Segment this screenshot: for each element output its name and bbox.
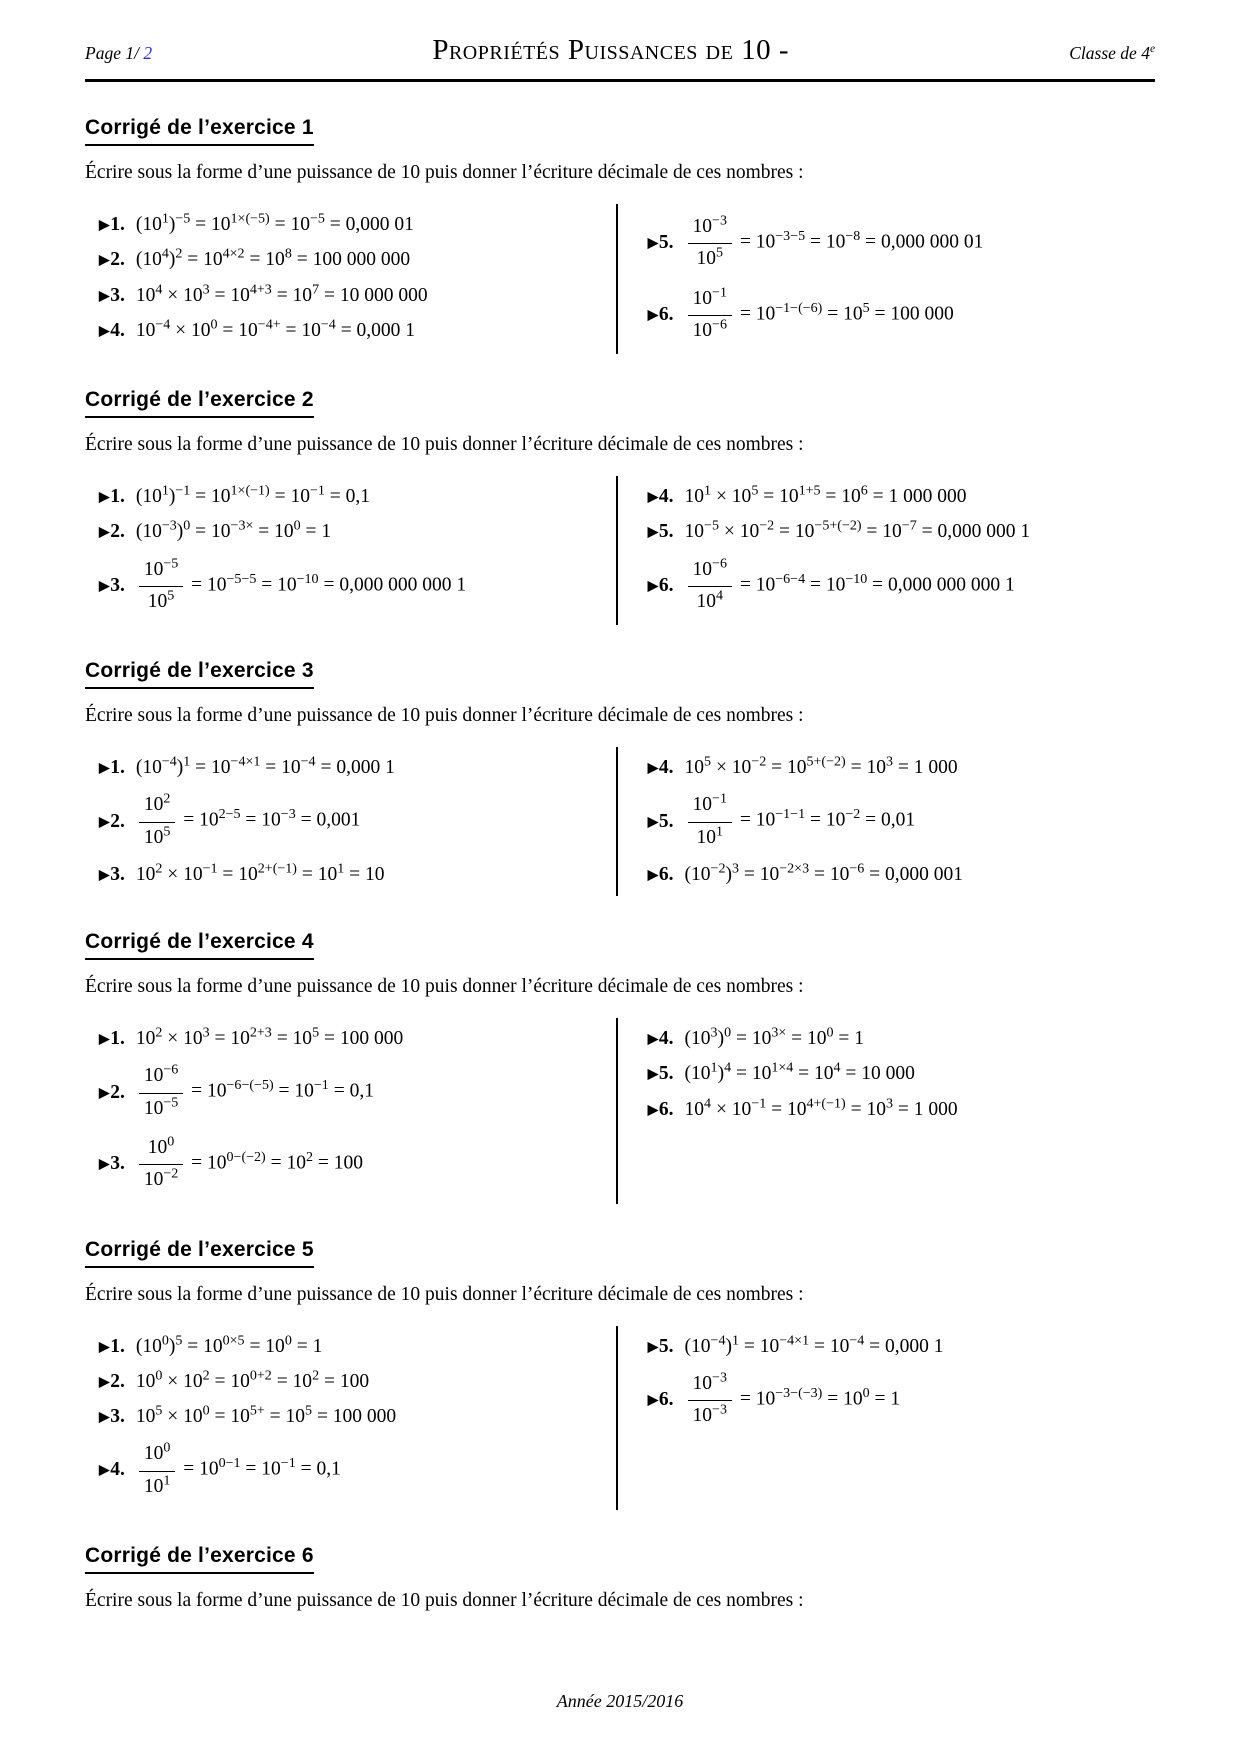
list-item <box>99 282 598 310</box>
item-label <box>99 572 125 600</box>
triangle-marker-icon: ▶ <box>99 866 110 882</box>
item-number: 3. <box>110 284 125 306</box>
fraction-denominator: $10^{-2}$ <box>143 1165 179 1191</box>
list-item <box>648 1368 1151 1433</box>
triangle-marker-icon: ▶ <box>99 813 110 829</box>
item-math: $(10^1)^{-5} = 10^{1\times(-5)} = 10^{-5} = 0,000$ 01 <box>135 210 414 235</box>
item-math: $10^{-5} \times 10^{-2} = 10^{-5+(-2)} = 10^{-7} = 0,000$ 000 1 <box>684 517 1031 543</box>
section-intro: Écrire sous la forme d’une puissance de 10 puis donner l’écriture décimale de ces nombres : <box>85 434 804 456</box>
item-number: 3. <box>110 1406 125 1428</box>
triangle-marker-icon: ▶ <box>647 489 658 505</box>
item-label <box>99 317 125 345</box>
fraction-denominator: $10^1$ <box>143 1472 171 1497</box>
item-math: $(10^1)^4 = 10^{1\times 4} = 10^4 = 10$ 000 <box>684 1059 915 1085</box>
fraction <box>688 791 732 852</box>
list-item <box>99 1060 598 1125</box>
item-math: $\frac{10^{-1}}{10^{-6}}$ = $10^{-1-(-6)} = 10^5 = 100$ 000 <box>685 283 1151 348</box>
section-intro: Écrire sous la forme d’une puissance de 10 puis donner l’écriture décimale de ces nombres : <box>85 976 804 998</box>
item-math: $\frac{10^{-3}}{10^{-3}}$ = $10^{-3-(-3)} = 10^0 = 1$ <box>685 1368 1151 1433</box>
item-math: $\frac{10^{-6}}{10^4}$ = $10^{-6-4} = 10^{-10} = 0,000$ 000 000 1 <box>685 554 1151 619</box>
item-math: $10^2 \times 10^{-1} = 10^{2+(-1)} = 10^1 = 10$ <box>135 860 385 885</box>
item-number: 4. <box>110 1459 125 1481</box>
list-item <box>648 483 1151 511</box>
list-item <box>99 1438 598 1503</box>
triangle-marker-icon: ▶ <box>647 235 658 251</box>
item-label <box>99 1333 125 1361</box>
item-math: $10^4 \times 10^3 = 10^{4+3} = 10^7 = 10$ 000 000 <box>135 281 428 306</box>
triangle-marker-icon: ▶ <box>99 1031 110 1047</box>
columns <box>85 747 1155 896</box>
item-label <box>648 1060 674 1088</box>
item-number: 5. <box>658 1335 674 1357</box>
item-label <box>648 754 674 782</box>
list-item <box>99 1132 598 1197</box>
list-item <box>99 1368 598 1396</box>
columns <box>85 1326 1155 1510</box>
item-label <box>99 1403 125 1431</box>
item-number: 4. <box>110 319 125 341</box>
item-label <box>99 1079 125 1107</box>
item-math: $10^{-4} \times 10^0 = 10^{-4+} = 10^{-4} = 0,000$ 1 <box>135 316 416 341</box>
triangle-marker-icon: ▶ <box>99 1084 110 1100</box>
fraction <box>139 556 183 617</box>
list-item <box>99 1333 598 1361</box>
item-math: $10^1 \times 10^5 = 10^{1+5} = 10^6 = 1$ 000 000 <box>684 482 967 508</box>
item-number: 1. <box>110 486 125 508</box>
triangle-marker-icon: ▶ <box>99 1409 110 1425</box>
item-number: 2. <box>110 249 125 271</box>
document-title: Propriétés Puissances de 10 - <box>432 34 789 66</box>
item-number: 1. <box>110 1028 125 1050</box>
exercise-section <box>85 116 1155 354</box>
item-math: $(10^4)^2 = 10^{4\times 2} = 10^8 = 100$ 000 000 <box>135 245 411 271</box>
fraction-numerator: $10^{-1}$ <box>688 285 732 316</box>
fraction-denominator: $10^5$ <box>143 823 171 848</box>
item-label <box>99 1456 125 1484</box>
triangle-marker-icon: ▶ <box>99 489 110 505</box>
item-column <box>85 1326 616 1510</box>
item-label <box>648 483 674 511</box>
item-label <box>648 1333 674 1361</box>
triangle-marker-icon: ▶ <box>99 287 110 303</box>
list-item <box>99 317 598 345</box>
fraction <box>688 285 732 346</box>
item-number: 1. <box>110 1335 125 1357</box>
class-label-text: Classe de 4 <box>1069 43 1150 63</box>
item-label <box>648 572 674 600</box>
item-label <box>648 861 674 889</box>
item-number: 5. <box>658 810 674 832</box>
list-item <box>648 554 1151 619</box>
fraction <box>688 213 732 274</box>
item-math: $(10^1)^{-1} = 10^{1\times(-1)} = 10^{-1} = 0,1$ <box>135 482 371 508</box>
fraction <box>139 1134 183 1195</box>
triangle-marker-icon: ▶ <box>647 760 658 776</box>
item-math: $10^5 \times 10^{-2} = 10^{5+(-2)} = 10^3 = 1$ 000 <box>684 753 958 779</box>
item-label <box>99 1368 125 1396</box>
fraction-numerator: $10^{-3}$ <box>688 1370 732 1401</box>
item-number: 4. <box>658 757 674 779</box>
item-number: 2. <box>110 1081 125 1103</box>
item-number: 5. <box>658 521 674 543</box>
triangle-marker-icon: ▶ <box>99 1156 110 1172</box>
list-item <box>99 211 598 239</box>
list-item <box>648 211 1151 276</box>
item-label <box>99 861 125 889</box>
triangle-marker-icon: ▶ <box>99 524 110 540</box>
triangle-marker-icon: ▶ <box>99 1338 110 1354</box>
item-label <box>99 246 125 274</box>
section-title: Corrigé de l’exercice 3 <box>85 659 314 689</box>
item-label <box>99 211 125 239</box>
triangle-marker-icon: ▶ <box>99 760 110 776</box>
item-math: $\frac{10^{-1}}{10^1}$ = $10^{-1-1} = 10^{-2} = 0,01$ <box>685 789 1151 854</box>
class-label-sup: e <box>1149 43 1155 56</box>
list-item <box>99 483 598 511</box>
item-number: 5. <box>658 1063 674 1085</box>
item-number: 5. <box>658 232 674 254</box>
list-item <box>648 754 1151 782</box>
item-label <box>648 518 674 546</box>
item-number: 1. <box>110 214 125 235</box>
triangle-marker-icon: ▶ <box>647 866 658 882</box>
fraction-numerator: $10^{-6}$ <box>139 1062 183 1093</box>
item-math: $(10^0)^5 = 10^{0\times 5} = 10^0 = 1$ <box>135 1332 323 1357</box>
section-title: Corrigé de l’exercice 1 <box>85 116 314 146</box>
item-number: 6. <box>658 1098 674 1120</box>
triangle-marker-icon: ▶ <box>99 252 110 268</box>
fraction <box>139 1062 183 1123</box>
list-item <box>99 861 598 889</box>
exercise-list <box>85 116 1155 1612</box>
item-label <box>648 1025 674 1053</box>
item-math: $(10^{-4})^1 = 10^{-4\times 1} = 10^{-4} = 0,000$ 1 <box>684 1332 944 1357</box>
fraction <box>139 1440 176 1501</box>
item-label <box>99 518 125 546</box>
item-number: 3. <box>110 863 125 885</box>
fraction-numerator: $10^0$ <box>139 1440 176 1471</box>
fraction-denominator: $10^4$ <box>696 587 724 612</box>
exercise-section <box>85 930 1155 1203</box>
section-title: Corrigé de l’exercice 5 <box>85 1238 314 1268</box>
item-label <box>648 229 674 257</box>
item-label <box>99 1150 125 1178</box>
triangle-marker-icon: ▶ <box>99 322 110 338</box>
item-column <box>618 747 1155 896</box>
section-intro: Écrire sous la forme d’une puissance de 10 puis donner l’écriture décimale de ces nombres : <box>85 1589 804 1611</box>
page-header <box>85 34 1155 82</box>
triangle-marker-icon: ▶ <box>647 1031 658 1047</box>
item-number: 4. <box>658 486 674 508</box>
fraction-numerator: $10^2$ <box>139 791 176 822</box>
fraction <box>688 556 732 617</box>
item-number: 4. <box>658 1028 674 1050</box>
item-number: 3. <box>110 574 125 596</box>
triangle-marker-icon: ▶ <box>647 1066 658 1082</box>
item-number: 6. <box>658 863 674 885</box>
list-item <box>648 518 1151 546</box>
page-label: Page 1/ <box>85 43 144 63</box>
fraction-numerator: $10^{-6}$ <box>688 556 732 587</box>
list-item <box>99 789 598 854</box>
item-column <box>85 204 616 354</box>
item-math: $(10^3)^0 = 10^{3\times} = 10^0 = 1$ <box>684 1024 865 1050</box>
item-number: 6. <box>658 303 674 325</box>
fraction <box>139 791 176 852</box>
triangle-marker-icon: ▶ <box>647 1101 658 1117</box>
exercise-section <box>85 1544 1155 1612</box>
item-math: $\frac{10^2}{10^5}$ = $10^{2-5} = 10^{-3} = 0,001$ <box>136 789 598 854</box>
item-label <box>99 483 125 511</box>
item-math: $\frac{10^0}{10^1}$ = $10^{0-1} = 10^{-1} = 0,1$ <box>136 1438 598 1503</box>
item-math: $\frac{10^{-6}}{10^{-5}}$ = $10^{-6-(-5)} = 10^{-1} = 0,1$ <box>136 1060 598 1125</box>
list-item <box>99 518 598 546</box>
list-item <box>648 1096 1151 1124</box>
item-number: 1. <box>110 757 125 779</box>
section-title: Corrigé de l’exercice 2 <box>85 388 314 418</box>
triangle-marker-icon: ▶ <box>647 524 658 540</box>
fraction-denominator: $10^{-5}$ <box>143 1094 179 1119</box>
section-title: Corrigé de l’exercice 4 <box>85 930 314 960</box>
list-item <box>99 1403 598 1431</box>
list-item <box>99 754 598 782</box>
columns <box>85 1018 1155 1203</box>
item-math: $(10^{-4})^1 = 10^{-4\times 1} = 10^{-4} = 0,000$ 1 <box>135 753 395 779</box>
fraction <box>688 1370 732 1431</box>
list-item <box>648 861 1151 889</box>
triangle-marker-icon: ▶ <box>647 577 658 593</box>
item-column <box>85 1018 616 1203</box>
item-label <box>648 301 674 329</box>
list-item <box>648 283 1151 348</box>
list-item <box>648 1060 1151 1088</box>
triangle-marker-icon: ▶ <box>647 1391 658 1407</box>
triangle-marker-icon: ▶ <box>99 1373 110 1389</box>
page-indicator <box>85 43 152 64</box>
item-number: 3. <box>110 1153 125 1175</box>
list-item <box>99 554 598 619</box>
item-number: 2. <box>110 521 125 543</box>
list-item <box>648 789 1151 854</box>
exercise-section <box>85 659 1155 896</box>
item-label <box>648 1386 674 1414</box>
item-label <box>99 282 125 310</box>
item-number: 2. <box>110 1370 125 1392</box>
item-label <box>99 808 125 836</box>
item-column <box>618 204 1155 354</box>
item-math: $(10^{-2})^3 = 10^{-2\times 3} = 10^{-6} = 0,000$ 001 <box>684 860 964 885</box>
fraction-numerator: $10^{-1}$ <box>688 791 732 822</box>
item-label <box>99 754 125 782</box>
exercise-section <box>85 388 1155 625</box>
fraction-denominator: $10^5$ <box>147 587 175 612</box>
item-column <box>85 747 616 896</box>
fraction-numerator: $10^{-5}$ <box>139 556 183 587</box>
item-column <box>618 476 1155 625</box>
footer-year: Année 2015/2016 <box>556 1691 684 1711</box>
section-title: Corrigé de l’exercice 6 <box>85 1544 314 1574</box>
item-math: $\frac{10^0}{10^{-2}}$ = $10^{0-(-2)} = 10^2 = 100$ <box>136 1132 598 1197</box>
item-label <box>99 1025 125 1053</box>
columns <box>85 204 1155 354</box>
fraction-denominator: $10^5$ <box>696 244 724 270</box>
list-item <box>99 246 598 274</box>
item-column <box>618 1326 1155 1510</box>
section-intro: Écrire sous la forme d’une puissance de 10 puis donner l’écriture décimale de ces nombres : <box>85 705 804 727</box>
exercise-section <box>85 1238 1155 1510</box>
triangle-marker-icon: ▶ <box>99 1462 110 1478</box>
triangle-marker-icon: ▶ <box>647 306 658 322</box>
item-number: 6. <box>658 1388 674 1410</box>
fraction-numerator: $10^{-3}$ <box>688 213 732 244</box>
item-math: $\frac{10^{-3}}{10^5}$ = $10^{-3-5} = 10^{-8} = 0,000$ 000 01 <box>685 211 1151 276</box>
list-item <box>648 1333 1151 1361</box>
item-math: $10^5 \times 10^0 = 10^{5+} = 10^5 = 100$ 000 <box>135 1402 397 1428</box>
item-column <box>618 1018 1155 1203</box>
item-number: 6. <box>658 574 674 596</box>
item-number: 2. <box>110 810 125 832</box>
triangle-marker-icon: ▶ <box>647 1338 658 1354</box>
section-intro: Écrire sous la forme d’une puissance de 10 puis donner l’écriture décimale de ces nombres : <box>85 162 804 183</box>
class-label <box>1069 43 1155 64</box>
page-number-link[interactable]: 2 <box>143 43 153 63</box>
fraction-denominator: $10^{-6}$ <box>692 316 727 341</box>
item-math: $(10^{-3})^0 = 10^{-3\times} = 10^0 = 1$ <box>135 517 332 543</box>
triangle-marker-icon: ▶ <box>99 217 110 232</box>
columns <box>85 476 1155 625</box>
item-math: $10^0 \times 10^2 = 10^{0+2} = 10^2 = 100$ <box>135 1367 370 1392</box>
triangle-marker-icon: ▶ <box>647 813 658 829</box>
list-item <box>99 1025 598 1053</box>
fraction-numerator: $10^0$ <box>139 1134 183 1165</box>
triangle-marker-icon: ▶ <box>99 577 110 593</box>
list-item <box>648 1025 1151 1053</box>
section-intro: Écrire sous la forme d’une puissance de 10 puis donner l’écriture décimale de ces nombres : <box>85 1283 804 1305</box>
item-label <box>648 1096 674 1124</box>
item-math: $10^4 \times 10^{-1} = 10^{4+(-1)} = 10^3 = 1$ 000 <box>684 1095 958 1120</box>
item-column <box>85 476 616 625</box>
item-label <box>648 808 674 836</box>
item-math: $10^2 \times 10^3 = 10^{2+3} = 10^5 = 100$ 000 <box>135 1024 404 1050</box>
item-math: $\frac{10^{-5}}{10^5}$ = $10^{-5-5} = 10^{-10} = 0,000$ 000 000 1 <box>136 554 598 619</box>
fraction-denominator: $10^1$ <box>696 823 724 848</box>
fraction-denominator: $10^{-3}$ <box>692 1401 727 1427</box>
